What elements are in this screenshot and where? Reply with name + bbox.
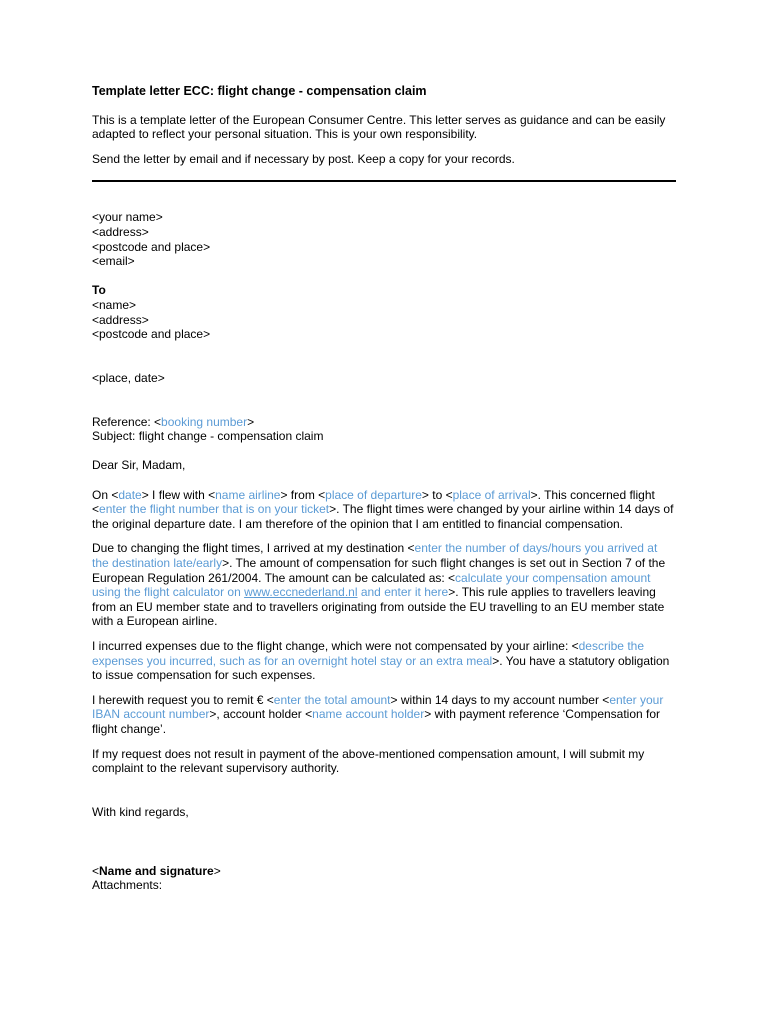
departure-placeholder: place of departure: [325, 487, 422, 502]
paragraph-payment-request: I herewith request you to remit € <enter the total amount> within 14 days to my account number <enter your IBAN account number>, account holder <name account holder> with payment reference ‘Compensation for flight change’.: [92, 692, 664, 736]
ecc-website-link[interactable]: www.eccnederland.nl: [244, 585, 358, 600]
expenses-placeholder: describe the expenses you incurred, such as for an overnight hotel stay or an extra meal: [92, 639, 644, 668]
salutation: Dear Sir, Madam,: [92, 458, 186, 473]
arrival-placeholder: place of arrival: [452, 487, 531, 502]
delay-placeholder: enter the number of days/hours you arrived at the destination late/early: [92, 541, 658, 571]
sender-name: <your name>: [92, 210, 163, 225]
letter-body: [92, 84, 676, 893]
account-holder-placeholder: name account holder: [312, 707, 425, 722]
sender-block: [92, 210, 676, 268]
total-amount-placeholder: enter the total amount: [273, 692, 391, 707]
intro-instructions: Send the letter by email and if necessary by post. Keep a copy for your records.: [92, 151, 515, 166]
booking-number-placeholder: booking number: [161, 414, 248, 429]
closing-line: With kind regards,: [92, 804, 189, 819]
document-title: Template letter ECC: flight change - compensation claim: [92, 84, 427, 98]
paragraph-expenses: I incurred expenses due to the flight change, which were not compensated by your airline: <describe the expenses you incurred, such as for an overnight hotel stay or an extra meal>. You have a statutory obligation to issue compensation for such expenses.: [92, 639, 670, 683]
signature-label: Name and signature: [99, 863, 214, 878]
sender-postcode: <postcode and place>: [92, 239, 211, 254]
airline-placeholder: name airline: [215, 487, 281, 502]
recipient-block: [92, 283, 676, 341]
paragraph-flight-details: On <date> I flew with <name airline> from <place of departure> to <place of arrival>. This concerned flight <enter the flight number that is on your ticket>. The flight times were changed by your airline within 14 days of the original departure date. I am therefore of the opinion that I am entitled to financial compensation.: [92, 487, 674, 531]
date-placeholder: date: [118, 487, 142, 502]
paragraph-compensation: Due to changing the flight times, I arrived at my destination <enter the number of days/hours you arrived at the destination late/early>. The amount of compensation for such flight changes is set out in Section 7 of the European Regulation 261/2004. The amount can be calculated as: <calculate your compensation amount using the flight calculator on www.eccnederland.nl and enter it here>. This rule applies to travellers leaving from an EU member state and to travellers originating from outside the EU travelling to an EU member state with a European airline.: [92, 541, 666, 629]
intro-paragraph: This is a template letter of the European Consumer Centre. This letter serves as guidance and can be easily adapted to reflect your personal situation. This is your own responsibility.: [92, 112, 666, 142]
recipient-postcode: <postcode and place>: [92, 327, 211, 342]
sender-email: <email>: [92, 254, 135, 269]
reference-line: Reference: <booking number>: [92, 414, 255, 429]
flight-number-placeholder: enter the flight number that is on your ticket: [99, 502, 330, 517]
subject-line: Subject: flight change - compensation claim: [92, 429, 324, 444]
recipient-to-label: To: [92, 283, 106, 298]
calculate-placeholder: calculate your compensation amount using the flight calculator on: [92, 570, 651, 600]
recipient-name: <name>: [92, 297, 137, 312]
iban-placeholder: enter your IBAN account number: [92, 692, 664, 722]
recipient-address: <address>: [92, 312, 149, 327]
sender-address: <address>: [92, 224, 149, 239]
attachments-line: Attachments:: [92, 878, 163, 893]
signature-line: <Name and signature>: [92, 863, 221, 878]
paragraph-complaint: If my request does not result in payment of the above-mentioned compensation amount, I will submit my complaint to the relevant supervisory authority.: [92, 746, 645, 776]
place-date: <place, date>: [92, 370, 165, 385]
enter-it-here-placeholder: and enter it here: [357, 585, 449, 600]
